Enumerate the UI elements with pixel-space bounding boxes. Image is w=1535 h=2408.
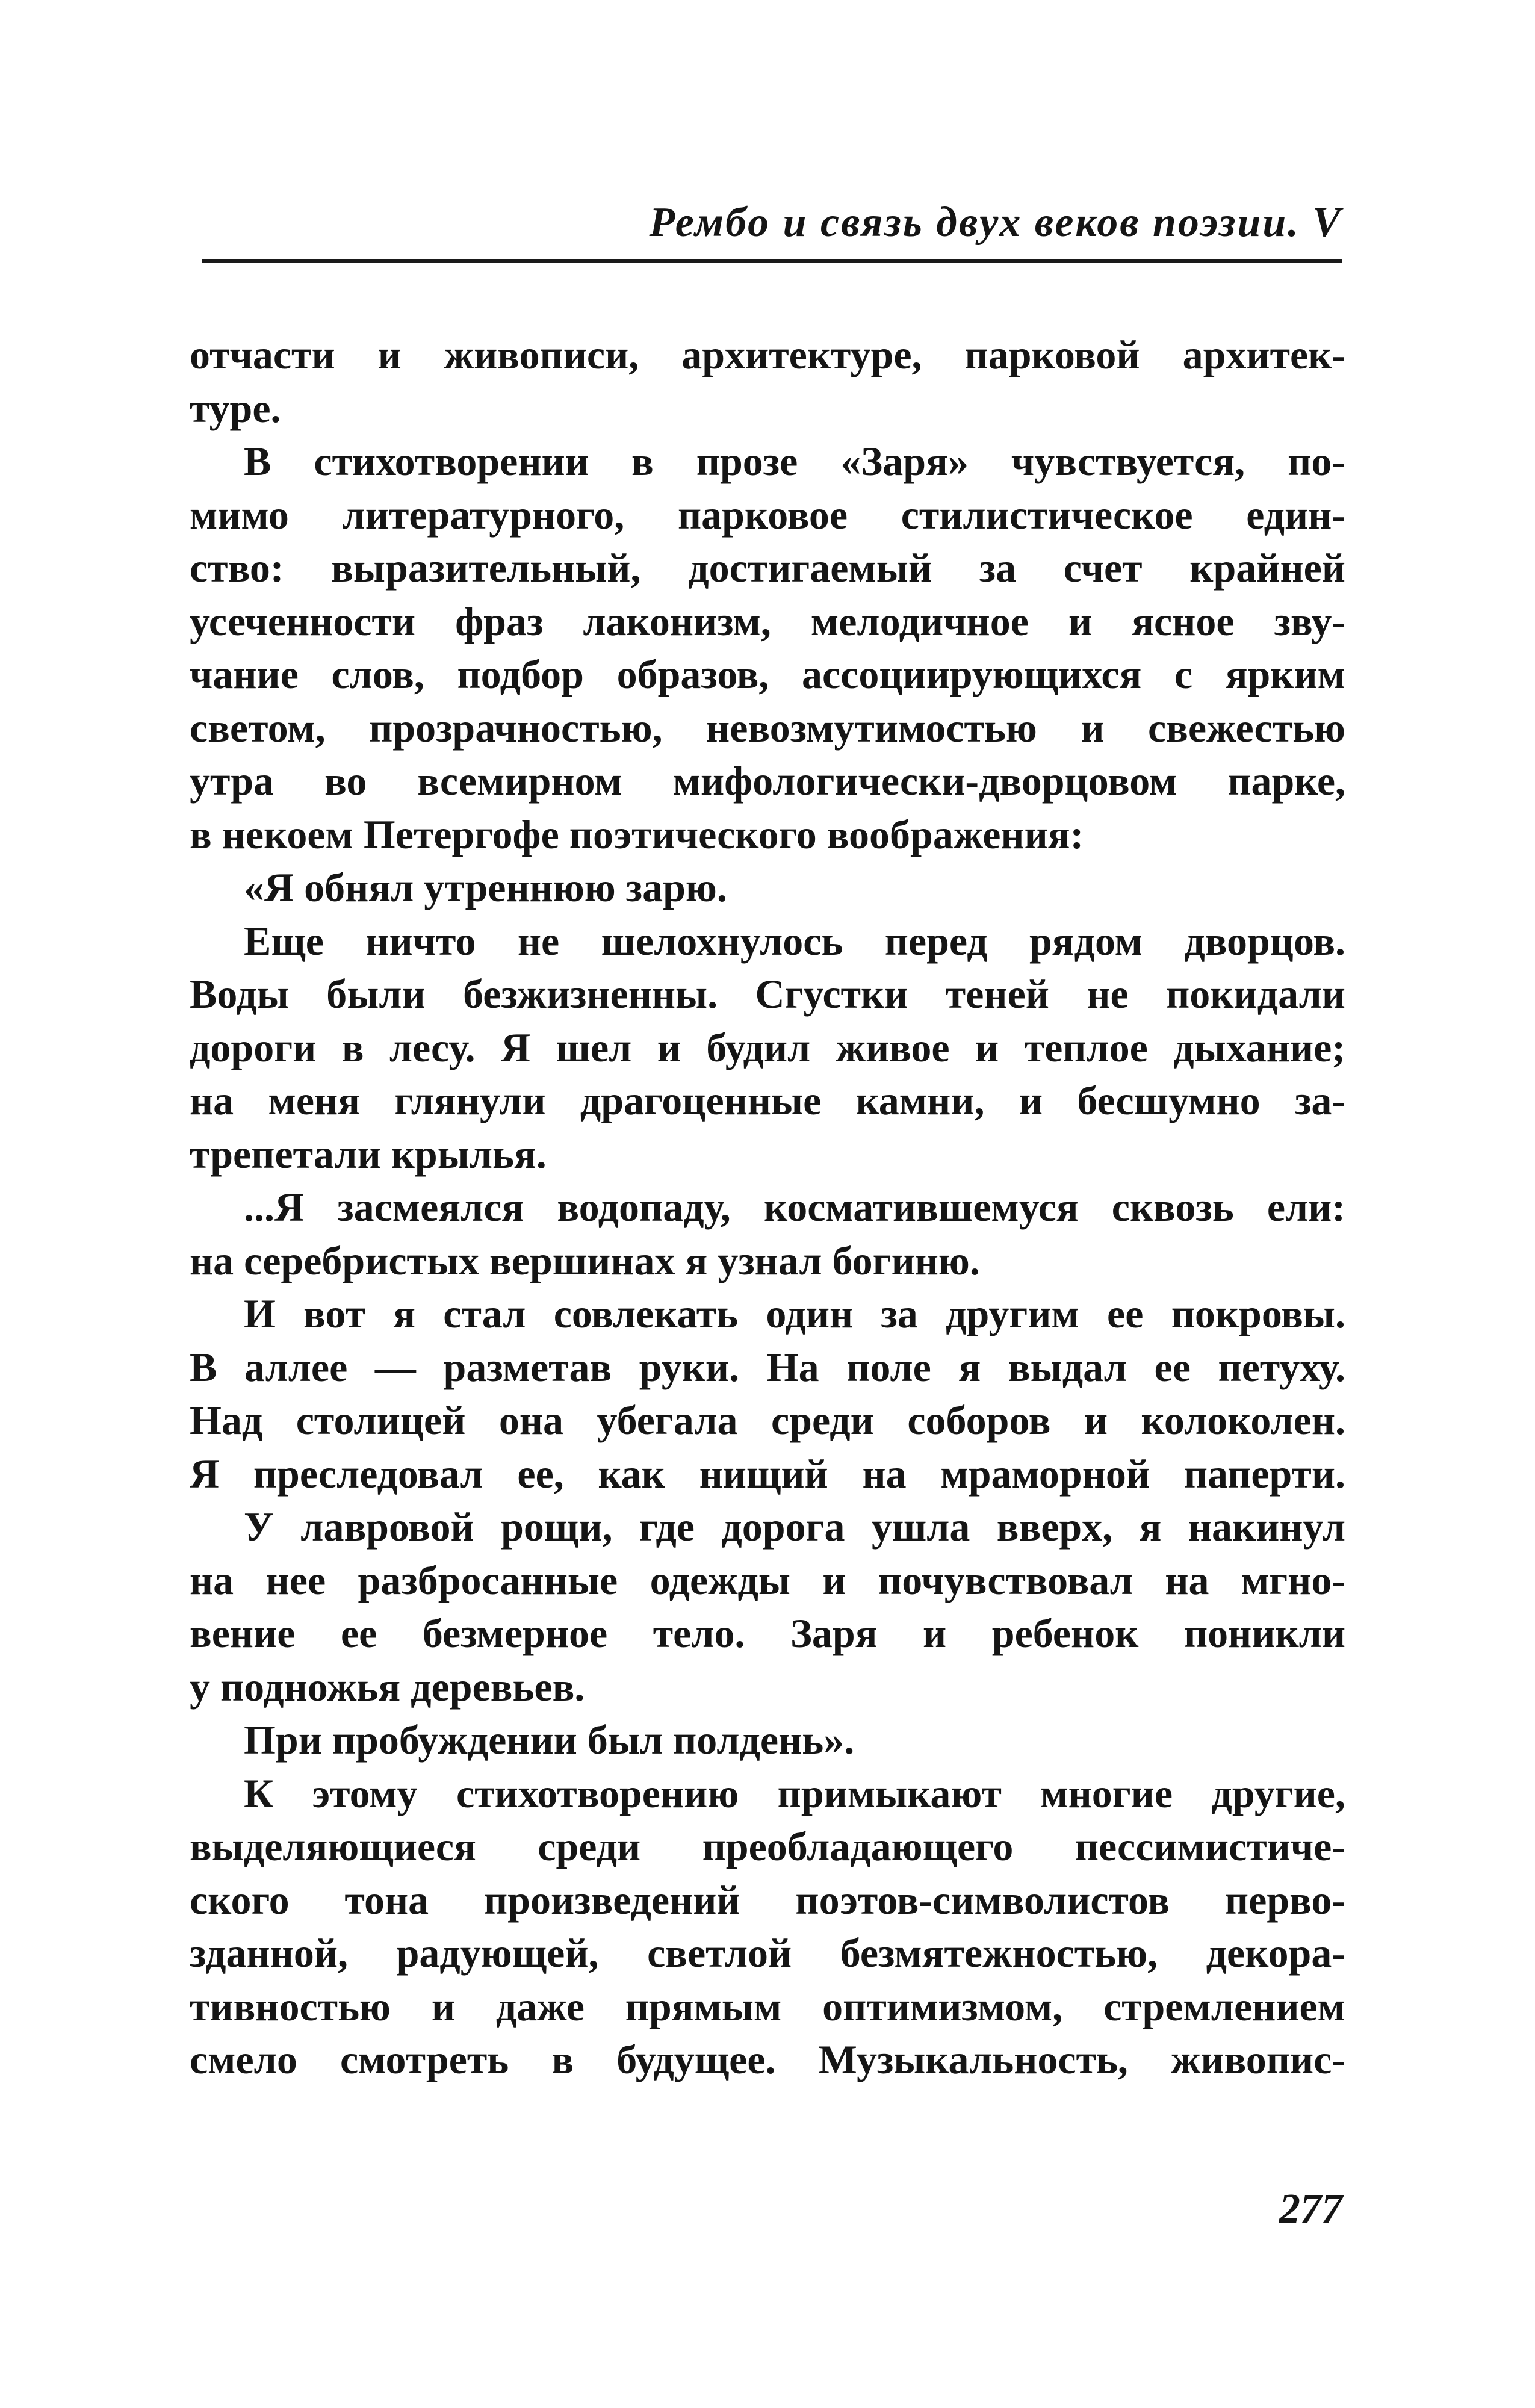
page-number: 277 — [1279, 2186, 1342, 2232]
text-line: В стихотворении в прозе «Заря» чувствуется, по- — [244, 438, 1345, 484]
text-line: К этому стихотворению примыкают многие другие, — [244, 1770, 1345, 1816]
running-head: Рембо и связь двух веков поэзии. V — [649, 199, 1342, 246]
text-line: ского тона произведений поэтов-символистов перво- — [190, 1876, 1345, 1923]
text-line: на нее разбросанные одежды и почувствовал на мгно- — [190, 1557, 1345, 1603]
text-line: дороги в лесу. Я шел и будил живое и теплое дыхание; — [190, 1024, 1345, 1070]
text-line: Воды были безжизненны. Сгустки теней не покидали — [190, 971, 1345, 1017]
text-line: И вот я стал совлекать один за другим ее покровы. — [244, 1291, 1345, 1336]
text-line: ство: выразительный, достигаемый за счет крайней — [190, 545, 1345, 591]
body-text — [190, 328, 1345, 2087]
text-line: Над столицей она убегала среди соборов и колоколен. — [190, 1397, 1345, 1443]
text-line: утра во всемирном мифологически-дворцовом парке, — [190, 758, 1345, 804]
text-line: У лавровой рощи, где дорога ушла вверх, я накинул — [244, 1504, 1345, 1550]
text-line: в некоем Петергофе поэтического воображения: — [190, 811, 1084, 857]
text-line: зданной, радующей, светлой безмятежностью, декора- — [190, 1930, 1345, 1976]
text-line: смело смотреть в будущее. Музыкальность, живопис- — [190, 2037, 1345, 2082]
text-line: на меня глянули драгоценные камни, и бесшумно за- — [190, 1078, 1345, 1123]
text-line: Еще ничто не шелохнулось перед рядом дворцов. — [244, 917, 1345, 964]
text-line: трепетали крылья. — [190, 1131, 547, 1177]
text-line: В аллее — разметав руки. На поле я выдал ее петуху. — [190, 1344, 1345, 1390]
text-line: «Я обнял утреннюю зарю. — [244, 864, 727, 910]
text-line: При пробуждении был полдень». — [244, 1717, 855, 1763]
text-line: Я преследовал ее, как нищий на мраморной паперти. — [190, 1450, 1345, 1497]
text-line: на серебристых вершинах я узнал богиню. — [190, 1237, 980, 1283]
text-line: туре. — [190, 385, 281, 431]
text-line: у подножья деревьев. — [190, 1663, 585, 1710]
text-line: ...Я засмеялся водопаду, косматившемуся сквозь ели: — [244, 1184, 1345, 1230]
text-line: чание слов, подбор образов, ассоциирующихся с ярким — [190, 651, 1345, 697]
header-rule — [202, 259, 1342, 263]
text-line: мимо литературного, парковое стилистическое един- — [190, 491, 1345, 538]
text-line: тивностью и даже прямым оптимизмом, стремлением — [190, 1983, 1345, 2029]
text-line: светом, прозрачностью, невозмутимостью и свежестью — [190, 704, 1345, 751]
text-line: отчасти и живописи, архитектуре, парковой архитек- — [190, 332, 1345, 377]
text-line: усеченности фраз лаконизм, мелодичное и ясное зву- — [190, 598, 1345, 644]
text-line: выделяющиеся среди преобладающего пессимистиче- — [190, 1823, 1345, 1869]
text-line: вение ее безмерное тело. Заря и ребенок поникли — [190, 1610, 1345, 1656]
